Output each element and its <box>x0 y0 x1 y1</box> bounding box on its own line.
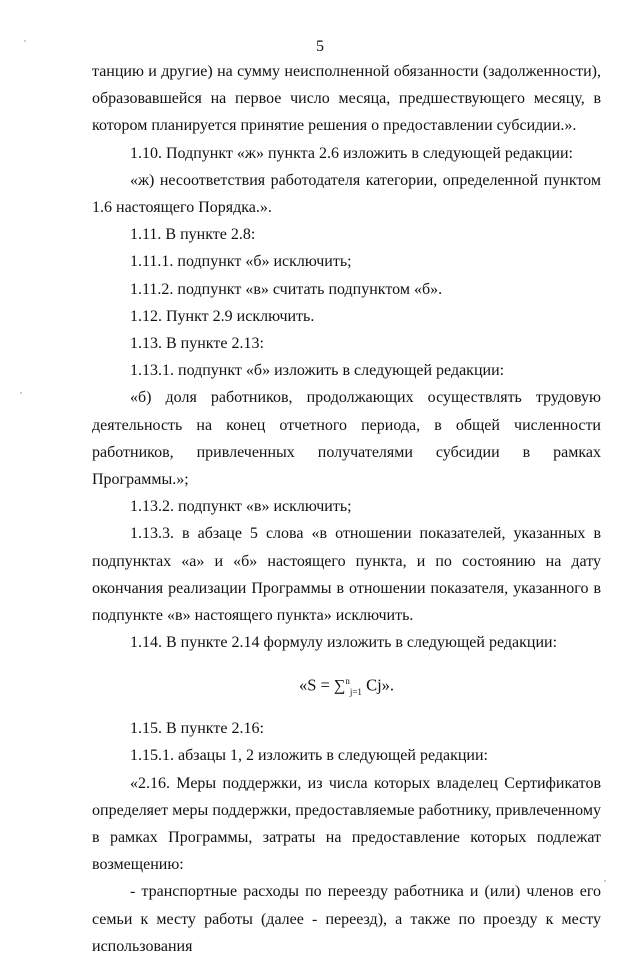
formula <box>92 666 601 707</box>
paragraph: 1.15.1. абзацы 1, 2 изложить в следующей редакции: <box>130 747 488 765</box>
formula-close: ». <box>381 675 395 695</box>
scan-speck <box>24 40 26 42</box>
paragraph: 1.13.1. подпункт «б» изложить в следующей редакции: <box>130 362 505 380</box>
paragraph: 1.15. В пункте 2.16: <box>130 720 264 738</box>
paragraph: 1.10. Подпункт «ж» пункта 2.6 изложить в следующей редакции: <box>130 144 573 162</box>
paragraph: «2.16. Меры поддержки, из числа которых владелец Сертификатов определяет меры поддержки, предоставляемые работнику, привлеченному в рамках Программы, затраты на предоставление которых подлежат возмещению: <box>92 774 601 874</box>
sum-lower-limit: j=1 <box>349 687 362 698</box>
paragraph: танцию и другие) на сумму неисполненной обязанности (задолженности), образовавшейся на первое число месяца, предшествующего месяцу, в котором планируется принятие решения о предоставлении субсидии.». <box>92 63 601 135</box>
paragraph: «б) доля работников, продолжающих осуществлять трудовую деятельность на конец отчетного периода, в общей численности работников, привлеченных получателями субсидии в рамках Программы.»; <box>92 389 601 489</box>
document-body <box>92 58 601 960</box>
paragraph: 1.14. В пункте 2.14 формулу изложить в следующей редакции: <box>130 634 558 652</box>
sum-symbol: ∑ <box>333 677 346 695</box>
paragraph: 1.13. В пункте 2.13: <box>130 335 264 353</box>
formula-open: «S = <box>298 675 334 695</box>
paragraph: 1.11. В пункте 2.8: <box>130 226 256 244</box>
page-number: 5 <box>316 38 324 55</box>
paragraph: - транспортные расходы по переезду работника и (или) членов его семьи к месту работы (далее - переезд), а также по проезду к месту использования <box>92 883 601 955</box>
scan-speck <box>604 880 606 882</box>
scan-speck <box>20 392 22 394</box>
sum-upper-limit: n <box>345 676 350 687</box>
paragraph: 1.13.2. подпункт «в» исключить; <box>130 498 352 516</box>
formula-term: Cj <box>361 675 382 695</box>
paragraph: 1.11.2. подпункт «в» считать подпунктом «б». <box>130 280 443 298</box>
paragraph: 1.13.3. в абзаце 5 слова «в отношении показателей, указанных в подпунктах «а» и «б» настоящего пункта, и по состоянию на дату окончания реализации Программы в отношении показателя, указанного в подпункте «в» настоящего пункта» исключить. <box>92 525 601 625</box>
paragraph: «ж) несоответствия работодателя категории, определенной пунктом 1.6 настоящего Порядка.». <box>92 171 601 217</box>
paragraph: 1.12. Пункт 2.9 исключить. <box>130 307 315 325</box>
paragraph: 1.11.1. подпункт «б» исключить; <box>130 253 352 271</box>
